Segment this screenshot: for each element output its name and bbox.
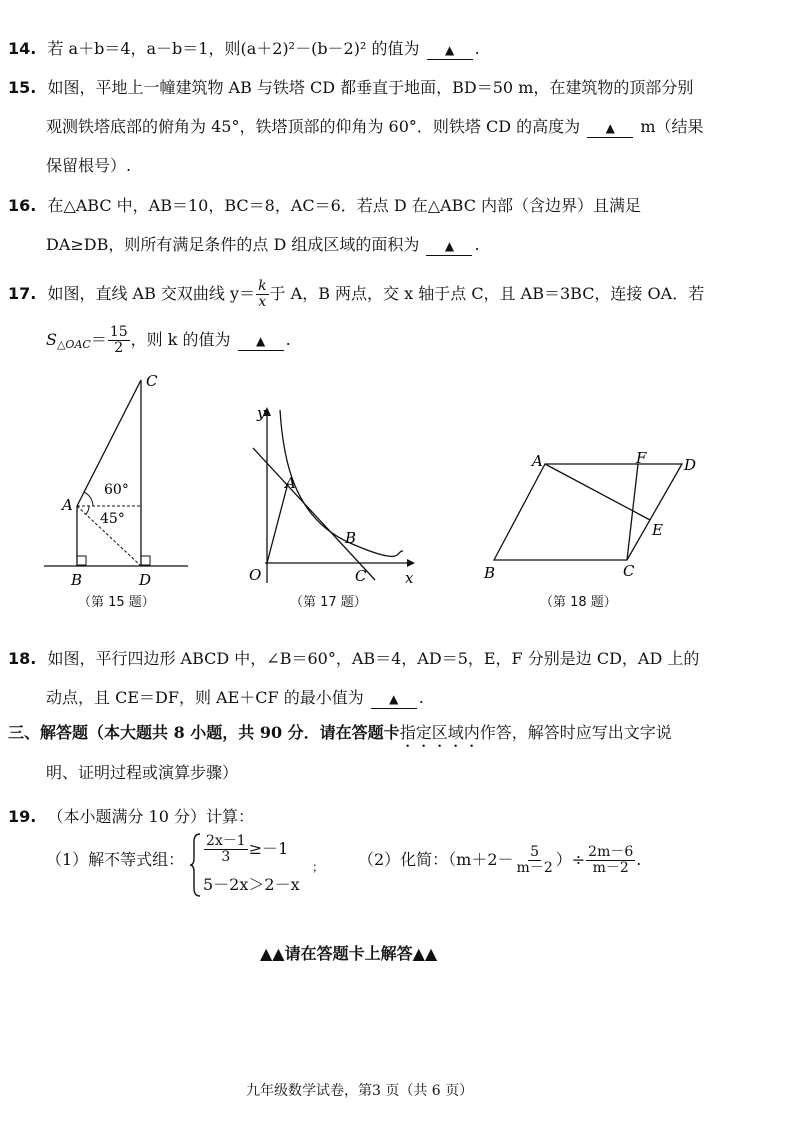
label-45: 45° bbox=[100, 511, 125, 527]
label-d: D bbox=[139, 571, 152, 589]
question-text: a＋b＝4，a－b＝1，则(a＋2)²－(b－2)² 的值为 bbox=[68, 39, 420, 58]
question-15-line2: 观测铁塔底部的俯角为 45°，铁塔顶部的仰角为 60°．则铁塔 CD 的高度为 ▲ m（结果 bbox=[46, 117, 704, 136]
section-3-heading: 三、解答题（本大题共 8 小题，共 90 分．请在答题卡指定区域内作答，解答时应写出文字说 bbox=[8, 723, 672, 742]
fraction-15-over-2: $\frac{15}{2}$ bbox=[109, 324, 128, 356]
answer-blank: ▲ bbox=[371, 689, 417, 709]
inequality-1: $\frac{2x-1}{3}$ ≥－1 bbox=[206, 833, 289, 865]
figure-15-caption: （第 15 题） bbox=[78, 595, 155, 610]
question-text: 如图，平行四边形 ABCD 中，∠B＝60°，AB＝4，AD＝5，E，F 分别是边 CD，AD 上的 bbox=[47, 649, 700, 668]
right-angle-b bbox=[77, 556, 86, 565]
figure-17-caption: （第 17 题） bbox=[290, 595, 367, 610]
section-3-line2: 明、证明过程或演算步骤） bbox=[46, 763, 239, 782]
label-b: B bbox=[345, 529, 357, 547]
label-b: B bbox=[484, 564, 496, 582]
x-axis-arrow bbox=[407, 559, 415, 567]
fraction-k-over-x: $\frac{k}{x}$ bbox=[258, 278, 267, 310]
label-c: C bbox=[146, 372, 158, 390]
figure-15 bbox=[40, 368, 200, 593]
label-f: F bbox=[636, 449, 647, 467]
answer-blank: ▲ bbox=[427, 40, 473, 60]
label-c: C bbox=[355, 567, 367, 585]
label-a: A bbox=[285, 474, 296, 492]
figure-18 bbox=[478, 448, 708, 588]
brace-icon bbox=[190, 832, 202, 898]
label-c: C bbox=[623, 562, 635, 580]
separator: ； bbox=[312, 860, 325, 874]
emphasized-text: 指定区域内 bbox=[399, 723, 480, 742]
answer-blank: ▲ bbox=[587, 118, 633, 138]
question-18 bbox=[8, 648, 699, 670]
line-ab bbox=[253, 448, 375, 580]
q19-part2: （2）化简：（m＋2－ $\frac{5}{m-2}$ ）÷ $\frac{2m-6}{m-2}$ . bbox=[358, 844, 642, 876]
answer-blank: ▲ bbox=[426, 236, 472, 256]
hyperbola-curve bbox=[280, 410, 403, 556]
page-footer: 九年级数学试卷，第3 页（共 6 页） bbox=[246, 1083, 474, 1099]
label-60: 60° bbox=[104, 482, 129, 498]
figure-17 bbox=[245, 398, 425, 593]
label-y: y bbox=[257, 404, 266, 422]
right-angle-d bbox=[141, 556, 150, 565]
question-16 bbox=[8, 195, 641, 217]
question-15 bbox=[8, 77, 693, 99]
question-18-line2: 动点，且 CE＝DF，则 AE＋CF 的最小值为 ▲ . bbox=[46, 688, 424, 707]
label-b: B bbox=[71, 571, 83, 589]
angle-45-arc bbox=[86, 506, 89, 514]
question-number: 19. bbox=[8, 807, 37, 826]
question-14: 14. 若 a＋b＝4，a－b＝1，则(a＋2)²－(b－2)² 的值为 ▲ . bbox=[8, 39, 480, 58]
answer-blank: ▲ bbox=[238, 331, 284, 351]
question-number: 16. bbox=[8, 196, 37, 215]
question-text: 在△ABC 中，AB＝10，BC＝8，AC＝6．若点 D 在△ABC 内部（含边界）且满足 bbox=[47, 196, 642, 215]
parallelogram-abcd bbox=[494, 464, 682, 560]
label-a: A bbox=[62, 496, 73, 514]
q19-part1-label: （1）解不等式组： bbox=[46, 850, 185, 869]
question-19: 19. （本小题满分 10 分）计算： bbox=[8, 807, 254, 826]
question-17-line2: $S_{\triangle OAC}=$ $\frac{15}{2}$ ，则 k 的值为 ▲ . bbox=[46, 324, 291, 356]
question-16-line2: DA≥DB，则所有满足条件的点 D 组成区域的面积为 ▲ . bbox=[46, 235, 480, 254]
question-number: 17. bbox=[8, 284, 37, 303]
question-text: 如图，平地上一幢建筑物 AB 与铁塔 CD 都垂直于地面，BD＝50 m，在建筑物的顶部分别 bbox=[47, 78, 694, 97]
question-15-line3: 保留根号）. bbox=[46, 156, 132, 175]
label-x: x bbox=[405, 569, 414, 587]
question-number: 18. bbox=[8, 649, 37, 668]
question-number: 15. bbox=[8, 78, 37, 97]
label-d: D bbox=[684, 456, 697, 474]
question-number: 14. bbox=[8, 39, 37, 58]
figure-18-caption: （第 18 题） bbox=[540, 595, 617, 610]
label-e: E bbox=[652, 521, 663, 539]
label-o: O bbox=[249, 566, 262, 584]
question-text: 若 bbox=[47, 39, 69, 58]
angle-60-arc bbox=[84, 492, 93, 506]
inequality-2: 5－2x＞2－x bbox=[203, 875, 300, 894]
question-17: 17. 如图，直线 AB 交双曲线 y＝ $\frac{k}{x}$ 于 A，B 两点，交 x 轴于点 C，且 AB＝3BC，连接 OA．若 bbox=[8, 278, 705, 310]
segment-oa bbox=[267, 483, 288, 563]
label-a: A bbox=[532, 452, 543, 470]
answer-notice: ▲▲请在答题卡上解答▲▲ bbox=[260, 944, 438, 963]
